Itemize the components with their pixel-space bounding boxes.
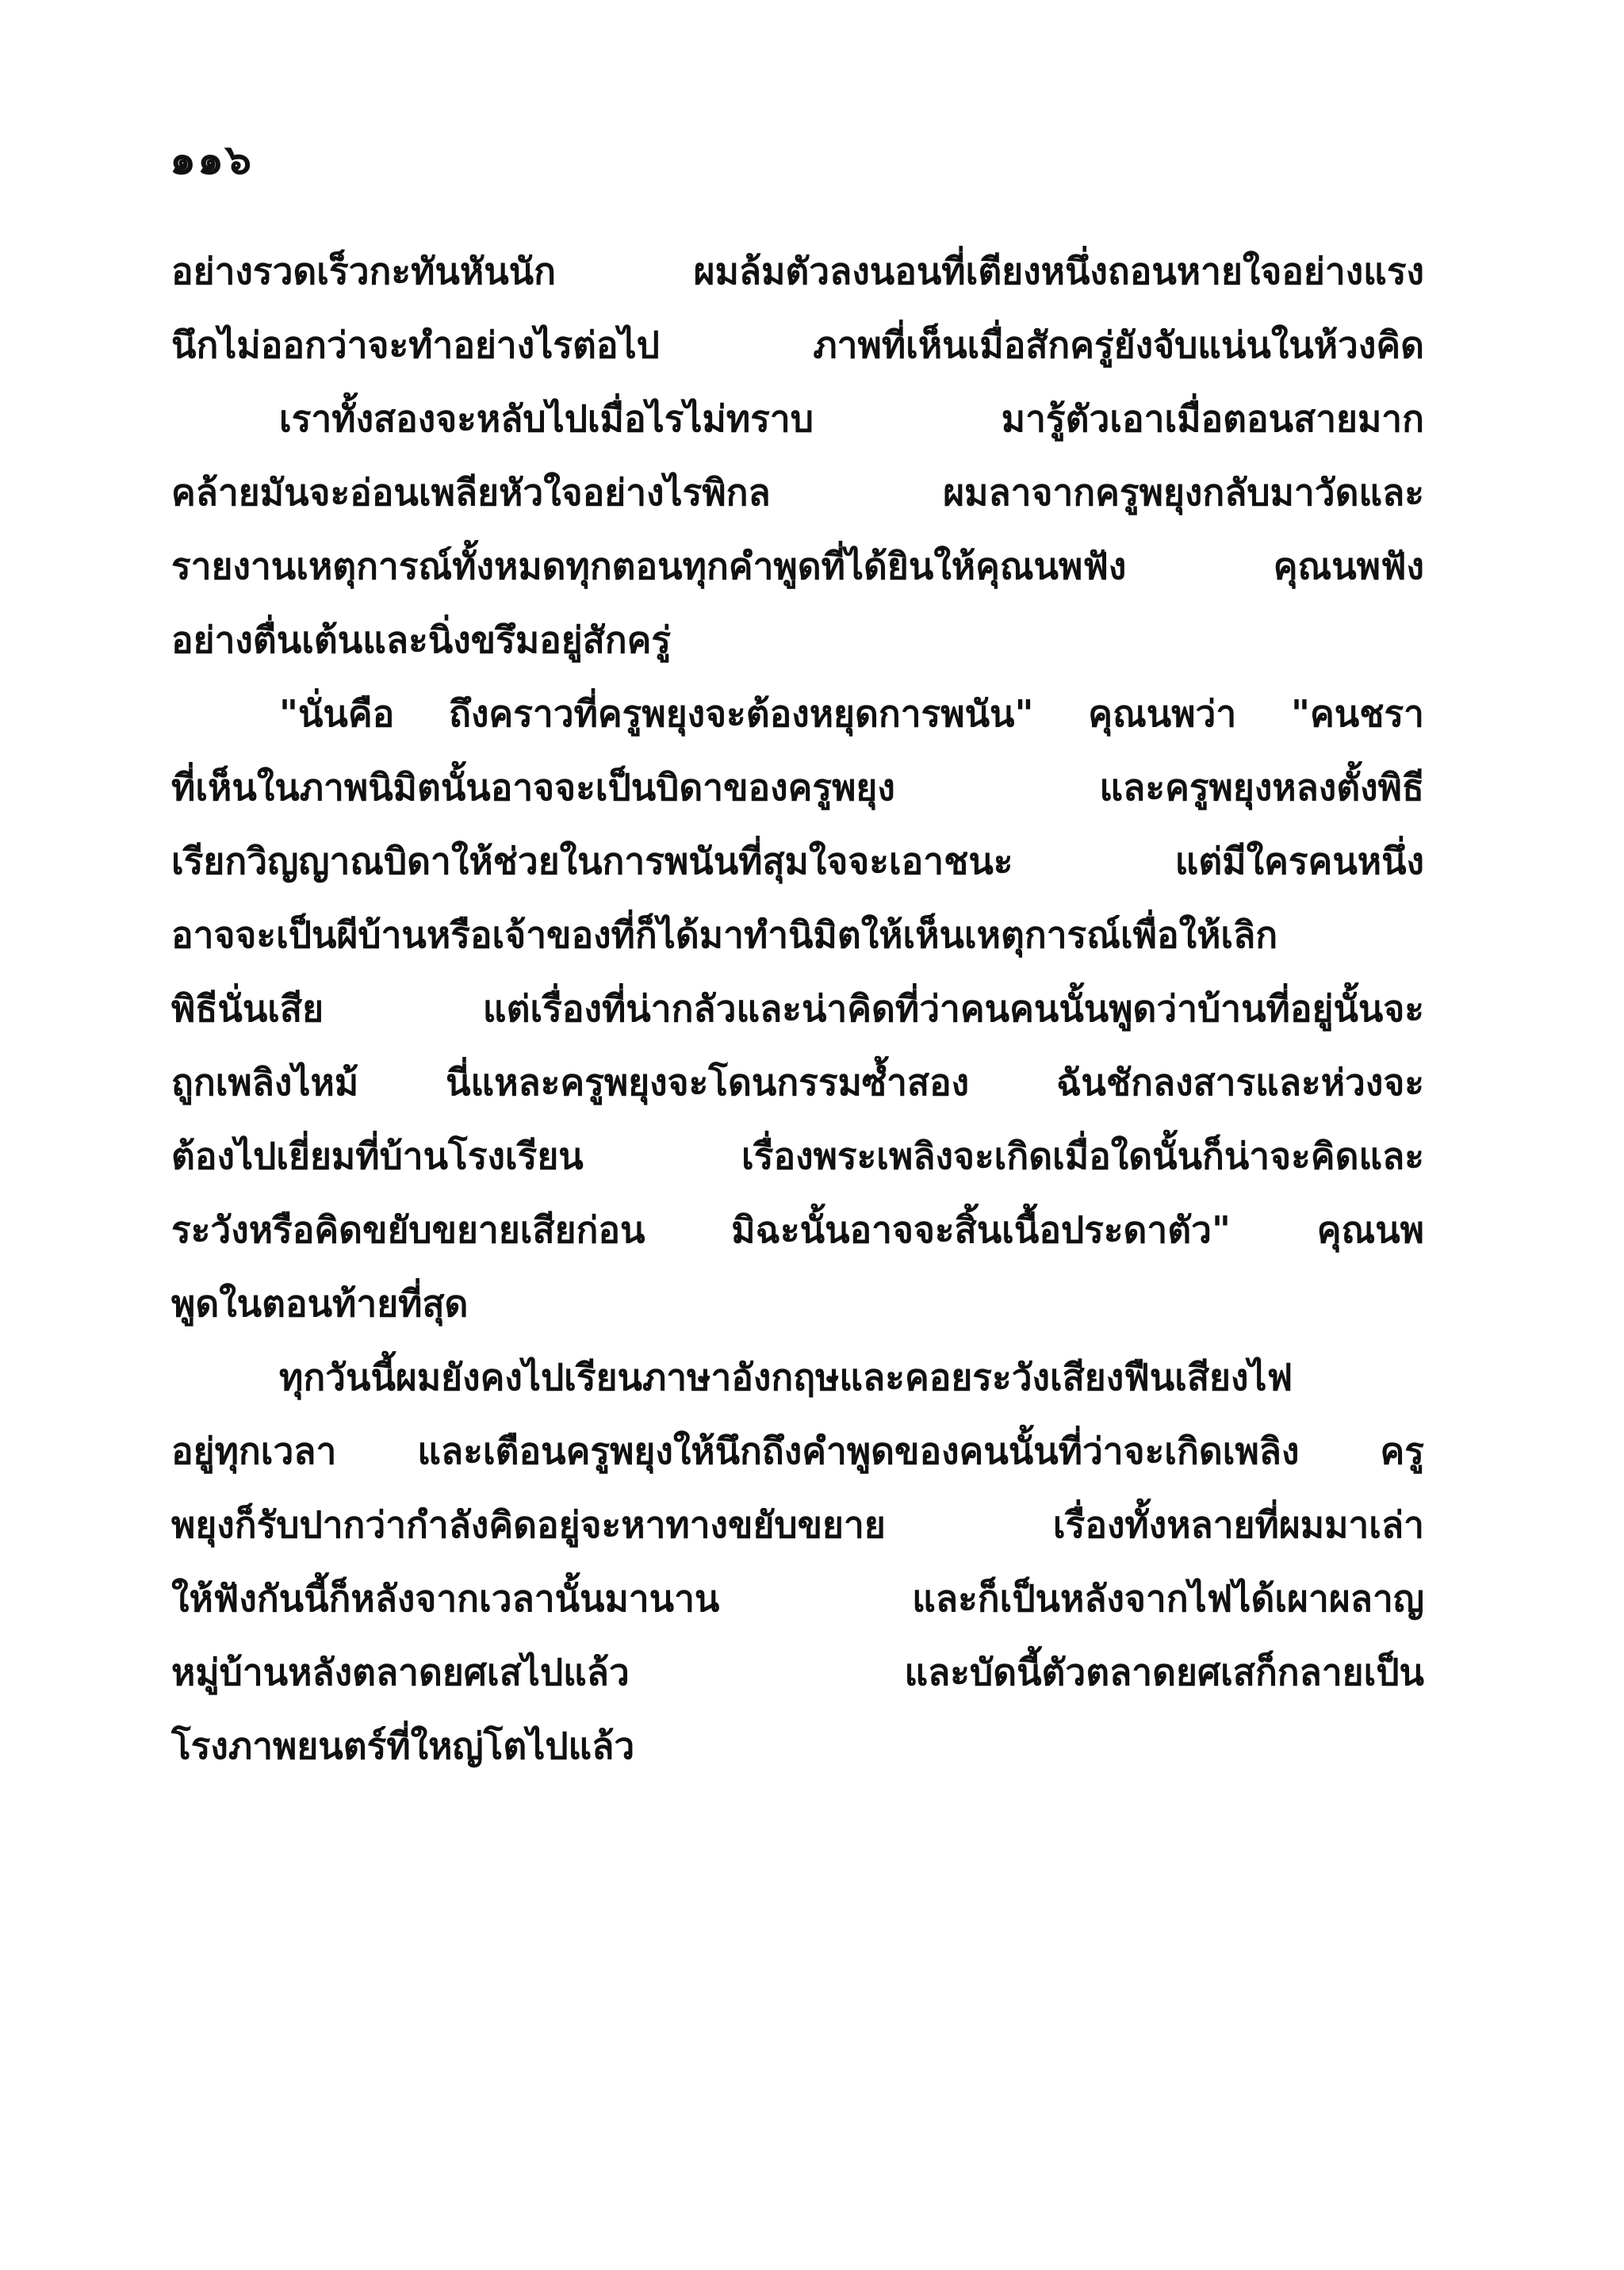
text-line: หมู่บ้านหลังตลาดยศเสไปแล้ว และบัดนี้ตัวตลาดยศเสก็กลายเป็น [171, 1651, 1424, 1694]
body-text [171, 235, 1424, 1783]
paragraph-start-line: ทุกวันนี้ผมยังคงไปเรียนภาษาอังกฤษและคอยระวังเสียงฟืนเสียงไฟ [279, 1356, 1293, 1399]
text-line: พยุงก็รับปากว่ากำลังคิดอยู่จะหาทางขยับขยาย เรื่องทั้งหลายที่ผมมาเล่า [171, 1503, 1424, 1546]
text-line: ต้องไปเยี่ยมที่บ้านโรงเรียน เรื่องพระเพลิงจะเกิดเมื่อใดนั้นก็น่าจะคิดและ [171, 1135, 1424, 1177]
text-line: อยู่ทุกเวลา และเตือนครูพยุงให้นึกถึงคำพูดของคนนั้นที่ว่าจะเกิดเพลิง ครู [171, 1430, 1424, 1472]
paragraph-end-line: โรงภาพยนตร์ที่ใหญ่โตไปแล้ว [171, 1725, 635, 1767]
text-line: ถูกเพลิงไหม้ นี่แหละครูพยุงจะโดนกรรมซ้ำสอง ฉันชักลงสารและห่วงจะ [171, 1061, 1424, 1104]
text-line: นึกไม่ออกว่าจะทำอย่างไรต่อไป ภาพที่เห็นเมื่อสักครู่ยังจับแน่นในห้วงคิด [171, 323, 1424, 366]
paragraph-end-line: อย่างตื่นเต้นและนิ่งขรึมอยู่สักครู่ [171, 618, 672, 661]
text-line: ที่เห็นในภาพนิมิตนั้นอาจจะเป็นบิดาของครูพยุง และครูพยุงหลงตั้งพิธี [171, 766, 1424, 809]
paragraph-start-line: เราทั้งสองจะหลับไปเมื่อไรไม่ทราบ มารู้ตัวเอาเมื่อตอนสายมาก [279, 397, 1424, 440]
text-line: พิธีนั่นเสีย แต่เรื่องที่น่ากลัวและน่าคิดที่ว่าคนคนนั้นพูดว่าบ้านที่อยู่นั้นจะ [171, 987, 1424, 1030]
page-number: ๑๑๖ [170, 136, 254, 184]
text-line: รายงานเหตุการณ์ทั้งหมดทุกตอนทุกคำพูดที่ได้ยินให้คุณนพฟัง คุณนพฟัง [171, 545, 1424, 588]
text-line: ให้ฟังกันนี้ก็หลังจากเวลานั้นมานาน และก็เป็นหลังจากไฟได้เผาผลาญ [171, 1577, 1424, 1620]
text-line: เรียกวิญญาณบิดาให้ช่วยในการพนันที่สุมใจจะเอาชนะ แต่มีใครคนหนึ่ง [171, 840, 1424, 882]
text-line: คล้ายมันจะอ่อนเพลียหัวใจอย่างไรพิกล ผมลาจากครูพยุงกลับมาวัดและ [171, 471, 1424, 514]
text-line: อาจจะเป็นผีบ้านหรือเจ้าของที่ก็ได้มาทำนิมิตให้เห็นเหตุการณ์เพื่อให้เลิก [171, 913, 1278, 956]
paragraph-start-line: "นั่นคือ ถึงคราวที่ครูพยุงจะต้องหยุดการพนัน" คุณนพว่า "คนชรา [279, 692, 1424, 735]
text-line: อย่างรวดเร็วกะทันหันนัก ผมล้มตัวลงนอนที่เตียงหนึ่งถอนหายใจอย่างแรง [171, 250, 1424, 293]
paragraph-end-line: พูดในตอนท้ายที่สุด [171, 1282, 469, 1325]
text-line: ระวังหรือคิดขยับขยายเสียก่อน มิฉะนั้นอาจจะสิ้นเนื้อประดาตัว" คุณนพ [171, 1208, 1424, 1251]
